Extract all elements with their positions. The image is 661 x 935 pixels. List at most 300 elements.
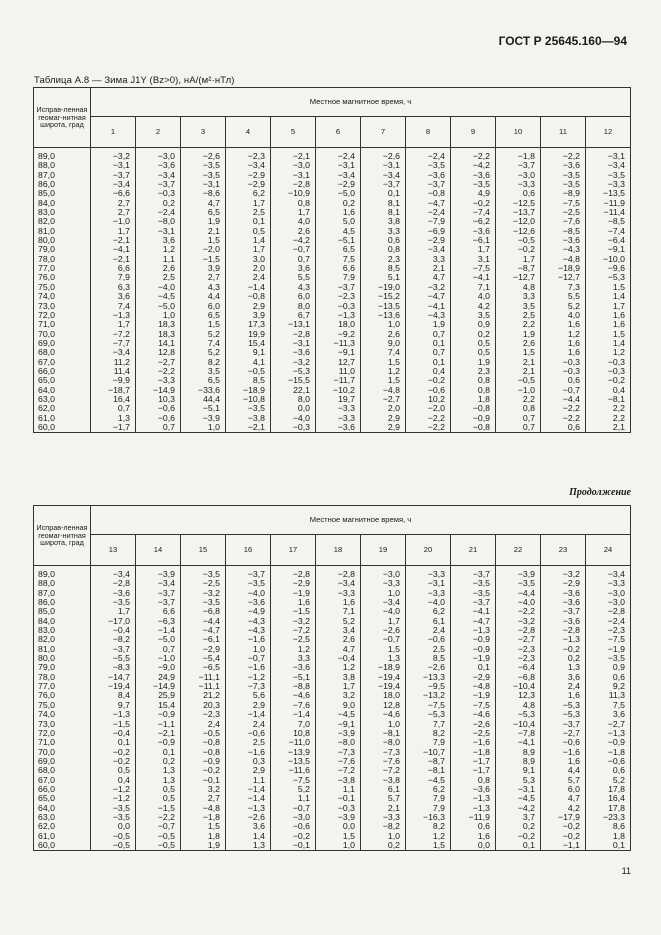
table-row	[34, 245, 631, 254]
value-cell: −14,9	[136, 682, 181, 691]
value-cell: −4,1	[91, 245, 136, 254]
value-cell: −11,7	[316, 376, 361, 385]
value-cell: −11,6	[271, 766, 316, 775]
value-cell: −12,7	[496, 273, 541, 282]
value-cell: −3,5	[586, 171, 631, 180]
value-cell: −3,6	[226, 598, 271, 607]
value-cell: −7,5	[271, 776, 316, 785]
value-cell: −3,6	[451, 785, 496, 794]
latitude-cell: 68,0	[34, 766, 91, 775]
value-cell: 4,2	[451, 302, 496, 311]
time-group-header: Местное магнитное время, ч	[91, 88, 631, 117]
value-cell: −9,2	[316, 330, 361, 339]
latitude-cell: 77,0	[34, 682, 91, 691]
table-row	[34, 404, 631, 413]
value-cell: −7,5	[451, 264, 496, 273]
value-cell: −3,9	[316, 729, 361, 738]
value-cell: −3,3	[406, 589, 451, 598]
table-row	[34, 589, 631, 598]
table-row	[34, 414, 631, 423]
value-cell: −0,6	[271, 822, 316, 831]
value-cell: 1,2	[136, 245, 181, 254]
value-cell: 3,3	[271, 654, 316, 663]
table-row	[34, 617, 631, 626]
value-cell: −1,2	[91, 794, 136, 803]
value-cell: 1,6	[586, 311, 631, 320]
table-caption: Таблица А.8 — Зима J1Y (Bz>0), нА/(м²·нТл)	[34, 75, 235, 86]
value-cell: 7,9	[406, 794, 451, 803]
latitude-cell: 69,0	[34, 757, 91, 766]
value-cell: 3,3	[496, 292, 541, 301]
value-cell: −4,5	[496, 794, 541, 803]
value-cell: 1,7	[226, 199, 271, 208]
table-row	[34, 645, 631, 654]
value-cell: −3,6	[271, 663, 316, 672]
value-cell: 6,6	[136, 607, 181, 616]
table-row	[34, 273, 631, 282]
value-cell: −0,2	[406, 376, 451, 385]
table-row	[34, 673, 631, 682]
value-cell: 0,0	[451, 841, 496, 851]
value-cell: −3,0	[361, 566, 406, 580]
latitude-cell: 68,0	[34, 348, 91, 357]
value-cell: 3,6	[136, 236, 181, 245]
value-cell: −2,1	[136, 729, 181, 738]
value-cell: 7,4	[361, 348, 406, 357]
value-cell: 0,1	[361, 189, 406, 198]
value-cell: 4,9	[451, 189, 496, 198]
value-cell: 7,9	[91, 273, 136, 282]
value-cell: 3,9	[181, 264, 226, 273]
latitude-cell: 60,0	[34, 423, 91, 433]
value-cell: −3,9	[496, 566, 541, 580]
latitude-cell: 88,0	[34, 161, 91, 170]
value-cell: −4,4	[496, 589, 541, 598]
value-cell: −3,7	[496, 161, 541, 170]
value-cell: −3,3	[316, 404, 361, 413]
latitude-cell: 78,0	[34, 255, 91, 264]
value-cell: 11,4	[91, 367, 136, 376]
value-cell: 5,3	[496, 776, 541, 785]
value-cell: −7,5	[541, 199, 586, 208]
value-cell: 4,2	[541, 804, 586, 813]
table-row	[34, 376, 631, 385]
table-row	[34, 738, 631, 747]
value-cell: 0,6	[451, 822, 496, 831]
value-cell: 7,7	[406, 720, 451, 729]
value-cell: −3,3	[496, 180, 541, 189]
value-cell: −0,7	[226, 654, 271, 663]
table-row	[34, 264, 631, 273]
value-cell: −3,7	[361, 180, 406, 189]
value-cell: −4,6	[361, 710, 406, 719]
value-cell: −0,3	[541, 358, 586, 367]
value-cell: 0,7	[271, 255, 316, 264]
value-cell: −3,4	[586, 161, 631, 170]
value-cell: −3,4	[316, 171, 361, 180]
value-cell: −0,4	[91, 729, 136, 738]
value-cell: 0,1	[451, 663, 496, 672]
value-cell: −3,7	[136, 589, 181, 598]
table-row	[34, 822, 631, 831]
value-cell: −0,2	[496, 832, 541, 841]
value-cell: −0,3	[316, 804, 361, 813]
value-cell: −2,8	[91, 579, 136, 588]
value-cell: 15,4	[226, 339, 271, 348]
value-cell: 44,4	[181, 395, 226, 404]
value-cell: 3,8	[361, 217, 406, 226]
value-cell: 1,3	[226, 841, 271, 851]
value-cell: −3,7	[451, 598, 496, 607]
value-cell: −2,2	[136, 813, 181, 822]
value-cell: −6,8	[181, 607, 226, 616]
value-cell: −3,5	[91, 598, 136, 607]
value-cell: 14,1	[136, 339, 181, 348]
value-cell: −10,8	[226, 395, 271, 404]
value-cell: −3,1	[586, 148, 631, 162]
value-cell: −0,6	[136, 404, 181, 413]
value-cell: 2,2	[496, 320, 541, 329]
value-cell: −3,6	[541, 161, 586, 170]
value-cell: −13,5	[586, 189, 631, 198]
value-cell: −1,2	[91, 785, 136, 794]
value-cell: 1,0	[226, 645, 271, 654]
latitude-cell: 73,0	[34, 302, 91, 311]
data-table-hours-1-12	[33, 87, 631, 433]
value-cell: 0,7	[91, 404, 136, 413]
value-cell: −3,4	[136, 171, 181, 180]
value-cell: 1,6	[271, 598, 316, 607]
value-cell: −0,6	[136, 414, 181, 423]
value-cell: 2,9	[361, 414, 406, 423]
value-cell: −7,4	[451, 208, 496, 217]
latitude-cell: 75,0	[34, 283, 91, 292]
value-cell: −0,2	[91, 757, 136, 766]
value-cell: −4,8	[451, 682, 496, 691]
value-cell: 1,0	[361, 720, 406, 729]
value-cell: −2,2	[406, 423, 451, 433]
value-cell: −2,2	[451, 148, 496, 162]
latitude-cell: 65,0	[34, 794, 91, 803]
value-cell: 2,4	[181, 720, 226, 729]
value-cell: 24,9	[136, 673, 181, 682]
value-cell: 2,5	[136, 273, 181, 282]
value-cell: −3,3	[316, 589, 361, 598]
value-cell: −4,3	[541, 245, 586, 254]
value-cell: 18,0	[361, 691, 406, 700]
value-cell: 1,3	[361, 654, 406, 663]
value-cell: −18,7	[91, 386, 136, 395]
value-cell: −0,3	[271, 423, 316, 433]
value-cell: −5,3	[541, 701, 586, 710]
value-cell: −3,6	[316, 423, 361, 433]
value-cell: 2,1	[496, 358, 541, 367]
value-cell: 0,7	[406, 348, 451, 357]
value-cell: −2,7	[136, 358, 181, 367]
value-cell: −5,3	[406, 710, 451, 719]
value-cell: −2,6	[361, 626, 406, 635]
value-cell: 8,5	[226, 376, 271, 385]
value-cell: −10,0	[586, 255, 631, 264]
latitude-cell: 83,0	[34, 626, 91, 635]
value-cell: 5,2	[541, 302, 586, 311]
value-cell: −8,9	[541, 189, 586, 198]
value-cell: 4,7	[406, 273, 451, 282]
value-cell: 1,6	[541, 691, 586, 700]
latitude-cell: 79,0	[34, 245, 91, 254]
value-cell: −0,6	[541, 738, 586, 747]
value-cell: −3,3	[136, 376, 181, 385]
value-cell: −5,0	[136, 302, 181, 311]
value-cell: −3,6	[541, 617, 586, 626]
value-cell: −1,3	[451, 626, 496, 635]
value-cell: −3,6	[541, 589, 586, 598]
value-cell: 8,4	[91, 691, 136, 700]
value-cell: 6,7	[271, 311, 316, 320]
value-cell: 2,7	[91, 208, 136, 217]
value-cell: 5,2	[316, 617, 361, 626]
latitude-cell: 80,0	[34, 654, 91, 663]
value-cell: −0,7	[136, 822, 181, 831]
value-cell: 1,7	[91, 227, 136, 236]
value-cell: 1,9	[496, 330, 541, 339]
value-cell: −2,5	[541, 208, 586, 217]
value-cell: 0,7	[496, 414, 541, 423]
latitude-cell: 86,0	[34, 598, 91, 607]
value-cell: 4,7	[181, 199, 226, 208]
value-cell: −3,3	[586, 579, 631, 588]
value-cell: 1,0	[181, 423, 226, 433]
value-cell: −0,2	[181, 766, 226, 775]
latitude-cell: 70,0	[34, 748, 91, 757]
table-row	[34, 330, 631, 339]
time-group-header: Местное магнитное время, ч	[91, 506, 631, 535]
value-cell: 1,7	[496, 255, 541, 264]
value-cell: −7,5	[586, 635, 631, 644]
table-row	[34, 161, 631, 170]
latitude-cell: 65,0	[34, 376, 91, 385]
value-cell: 4,8	[496, 283, 541, 292]
value-cell: −1,3	[316, 311, 361, 320]
value-cell: −1,3	[541, 635, 586, 644]
value-cell: −4,0	[496, 598, 541, 607]
value-cell: −3,8	[361, 776, 406, 785]
value-cell: −1,9	[451, 691, 496, 700]
value-cell: −2,2	[136, 367, 181, 376]
value-cell: −0,6	[406, 386, 451, 395]
value-cell: −0,6	[226, 729, 271, 738]
value-cell: 5,1	[361, 273, 406, 282]
value-cell: 0,0	[91, 822, 136, 831]
value-cell: −3,0	[271, 813, 316, 822]
value-cell: 7,9	[406, 804, 451, 813]
value-cell: −7,3	[361, 748, 406, 757]
value-cell: 0,2	[361, 841, 406, 851]
hour-column-header: 5	[271, 117, 316, 148]
value-cell: −1,5	[91, 720, 136, 729]
value-cell: −1,3	[91, 710, 136, 719]
value-cell: −3,7	[541, 607, 586, 616]
value-cell: 6,2	[226, 189, 271, 198]
value-cell: 9,2	[586, 682, 631, 691]
value-cell: −1,5	[181, 255, 226, 264]
value-cell: 1,0	[361, 589, 406, 598]
value-cell: 10,2	[406, 395, 451, 404]
value-cell: −0,2	[91, 748, 136, 757]
value-cell: 2,5	[406, 645, 451, 654]
value-cell: 0,5	[451, 348, 496, 357]
value-cell: −5,1	[271, 673, 316, 682]
value-cell: 12,7	[316, 358, 361, 367]
value-cell: 1,0	[361, 832, 406, 841]
value-cell: −0,7	[541, 386, 586, 395]
value-cell: −2,8	[271, 330, 316, 339]
value-cell: −0,3	[586, 358, 631, 367]
value-cell: 0,1	[91, 738, 136, 747]
value-cell: −0,3	[541, 367, 586, 376]
value-cell: −8,3	[91, 663, 136, 672]
table-row	[34, 208, 631, 217]
value-cell: −1,4	[226, 283, 271, 292]
value-cell: −1,6	[541, 748, 586, 757]
value-cell: −1,4	[136, 626, 181, 635]
value-cell: 9,0	[361, 339, 406, 348]
value-cell: −3,7	[451, 566, 496, 580]
value-cell: −3,7	[136, 180, 181, 189]
value-cell: −9,9	[91, 376, 136, 385]
value-cell: 2,7	[181, 794, 226, 803]
value-cell: −3,7	[541, 720, 586, 729]
value-cell: 0,9	[451, 320, 496, 329]
value-cell: −2,5	[271, 635, 316, 644]
value-cell: 8,2	[406, 729, 451, 738]
latitude-cell: 77,0	[34, 264, 91, 273]
value-cell: −2,7	[496, 635, 541, 644]
value-cell: 5,6	[226, 691, 271, 700]
value-cell: −4,4	[181, 617, 226, 626]
value-cell: −4,5	[136, 292, 181, 301]
value-cell: 6,6	[91, 264, 136, 273]
value-cell: 2,1	[181, 227, 226, 236]
hour-column-header: 8	[406, 117, 451, 148]
value-cell: 16,4	[91, 395, 136, 404]
value-cell: −14,9	[136, 386, 181, 395]
latitude-cell: 67,0	[34, 358, 91, 367]
latitude-cell: 72,0	[34, 729, 91, 738]
value-cell: −33,6	[181, 386, 226, 395]
value-cell: −3,6	[136, 161, 181, 170]
value-cell: 0,6	[586, 766, 631, 775]
value-cell: −9,1	[586, 245, 631, 254]
value-cell: −18,9	[361, 663, 406, 672]
value-cell: −19,4	[361, 673, 406, 682]
value-cell: 1,8	[181, 832, 226, 841]
value-cell: 7,9	[406, 738, 451, 747]
value-cell: −2,9	[406, 236, 451, 245]
value-cell: 2,9	[226, 302, 271, 311]
value-cell: 19,9	[226, 330, 271, 339]
value-cell: 1,6	[451, 832, 496, 841]
value-cell: −6,9	[406, 227, 451, 236]
value-cell: 6,5	[181, 208, 226, 217]
value-cell: −5,3	[541, 710, 586, 719]
hour-column-header: 11	[541, 117, 586, 148]
value-cell: 1,9	[451, 358, 496, 367]
value-cell: −11,3	[316, 339, 361, 348]
value-cell: 1,6	[541, 339, 586, 348]
value-cell: 5,7	[541, 776, 586, 785]
value-cell: 1,6	[541, 348, 586, 357]
latitude-cell: 82,0	[34, 217, 91, 226]
value-cell: 11,2	[91, 358, 136, 367]
value-cell: −2,9	[226, 171, 271, 180]
value-cell: 1,5	[496, 348, 541, 357]
hour-column-header: 22	[496, 535, 541, 566]
value-cell: −0,2	[451, 199, 496, 208]
value-cell: 7,1	[316, 607, 361, 616]
value-cell: 3,2	[316, 691, 361, 700]
value-cell: −2,2	[541, 414, 586, 423]
value-cell: 6,2	[406, 607, 451, 616]
value-cell: 0,8	[451, 376, 496, 385]
value-cell: −1,9	[271, 589, 316, 598]
value-cell: 3,3	[361, 227, 406, 236]
value-cell: 0,2	[316, 199, 361, 208]
value-cell: 1,5	[181, 320, 226, 329]
value-cell: 8,5	[361, 264, 406, 273]
table-row	[34, 766, 631, 775]
value-cell: −0,8	[451, 404, 496, 413]
value-cell: −2,6	[226, 813, 271, 822]
table-row	[34, 720, 631, 729]
value-cell: 0,1	[136, 748, 181, 757]
value-cell: −0,4	[316, 654, 361, 663]
value-cell: 1,6	[586, 320, 631, 329]
value-cell: 0,7	[136, 645, 181, 654]
value-cell: −3,4	[91, 348, 136, 357]
value-cell: −3,5	[226, 404, 271, 413]
value-cell: 0,2	[541, 654, 586, 663]
value-cell: −4,1	[496, 738, 541, 747]
value-cell: 10,3	[136, 395, 181, 404]
value-cell: 3,5	[181, 367, 226, 376]
value-cell: −1,7	[91, 423, 136, 433]
value-cell: −1,3	[451, 804, 496, 813]
latitude-cell: 71,0	[34, 738, 91, 747]
value-cell: 17,3	[226, 320, 271, 329]
value-cell: 1,5	[406, 841, 451, 851]
value-cell: −2,5	[181, 579, 226, 588]
value-cell: 4,4	[181, 292, 226, 301]
value-cell: −7,6	[316, 757, 361, 766]
hour-column-header: 12	[586, 117, 631, 148]
table-row	[34, 283, 631, 292]
value-cell: −4,9	[226, 607, 271, 616]
value-cell: −15,5	[271, 376, 316, 385]
value-cell: 1,4	[586, 292, 631, 301]
value-cell: −2,3	[226, 148, 271, 162]
latitude-cell: 61,0	[34, 832, 91, 841]
value-cell: −0,5	[136, 832, 181, 841]
value-cell: 1,7	[316, 682, 361, 691]
hour-column-header: 3	[181, 117, 226, 148]
value-cell: −0,7	[271, 245, 316, 254]
value-cell: 7,4	[91, 302, 136, 311]
latitude-cell: 67,0	[34, 776, 91, 785]
value-cell: −4,2	[271, 236, 316, 245]
latitude-cell: 62,0	[34, 404, 91, 413]
table-row	[34, 367, 631, 376]
